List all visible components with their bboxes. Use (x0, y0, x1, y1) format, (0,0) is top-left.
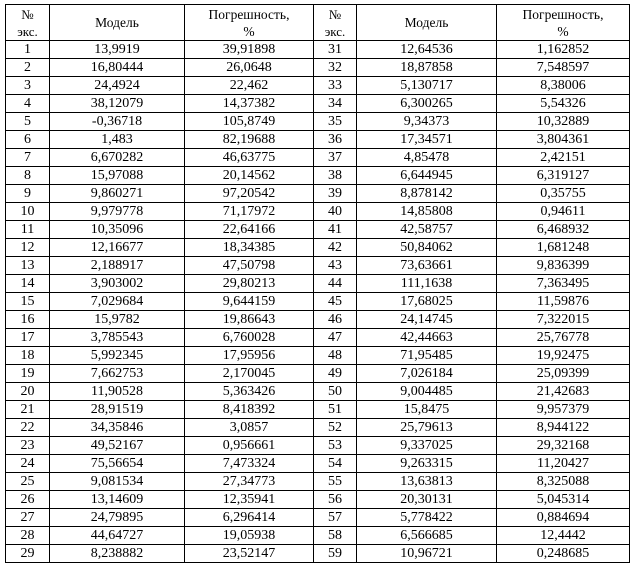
experiment-number-cell: 29 (6, 545, 50, 563)
table-row (6, 59, 630, 77)
model-value-cell: 9,34373 (357, 113, 497, 131)
error-value-cell: 29,80213 (185, 275, 314, 293)
model-value-cell: 2,188917 (50, 257, 185, 275)
model-value-cell: 24,79895 (50, 509, 185, 527)
error-value-cell: 19,05938 (185, 527, 314, 545)
experiment-number-cell: 22 (6, 419, 50, 437)
error-value-cell: 5,363426 (185, 383, 314, 401)
experiment-number-cell: 55 (314, 473, 357, 491)
table-row (6, 275, 630, 293)
error-value-cell: 9,644159 (185, 293, 314, 311)
experiment-number-cell: 2 (6, 59, 50, 77)
model-value-cell: -0,36718 (50, 113, 185, 131)
error-value-cell: 7,548597 (497, 59, 630, 77)
experiment-number-cell: 59 (314, 545, 357, 563)
table-row (6, 95, 630, 113)
error-value-cell: 1,162852 (497, 41, 630, 59)
error-value-cell: 0,248685 (497, 545, 630, 563)
model-value-cell: 13,14609 (50, 491, 185, 509)
experiment-number-cell: 18 (6, 347, 50, 365)
error-value-cell: 105,8749 (185, 113, 314, 131)
experiment-number-cell: 41 (314, 221, 357, 239)
model-value-cell: 71,95485 (357, 347, 497, 365)
experiment-number-cell: 35 (314, 113, 357, 131)
model-value-cell: 9,004485 (357, 383, 497, 401)
model-value-cell: 42,58757 (357, 221, 497, 239)
model-value-cell: 15,97088 (50, 167, 185, 185)
experiment-number-cell: 54 (314, 455, 357, 473)
experiment-number-cell: 43 (314, 257, 357, 275)
model-value-cell: 12,16677 (50, 239, 185, 257)
experiment-number-cell: 57 (314, 509, 357, 527)
error-value-cell: 47,50798 (185, 257, 314, 275)
experiment-number-cell: 45 (314, 293, 357, 311)
error-value-cell: 11,59876 (497, 293, 630, 311)
model-value-cell: 17,34571 (357, 131, 497, 149)
model-value-cell: 44,64727 (50, 527, 185, 545)
model-value-cell: 13,63813 (357, 473, 497, 491)
table-row (6, 221, 630, 239)
model-value-cell: 8,878142 (357, 185, 497, 203)
experiment-number-cell: 36 (314, 131, 357, 149)
error-value-cell: 6,319127 (497, 167, 630, 185)
error-value-cell: 97,20542 (185, 185, 314, 203)
error-value-cell: 3,804361 (497, 131, 630, 149)
model-value-cell: 4,85478 (357, 149, 497, 167)
table-row (6, 347, 630, 365)
table-row (6, 149, 630, 167)
experiment-number-cell: 13 (6, 257, 50, 275)
table-row (6, 113, 630, 131)
header-experiment-number-2: № экс. (314, 5, 357, 41)
table-row (6, 437, 630, 455)
experiment-number-cell: 1 (6, 41, 50, 59)
experiment-number-cell: 34 (314, 95, 357, 113)
experiment-number-cell: 10 (6, 203, 50, 221)
experiment-number-cell: 9 (6, 185, 50, 203)
model-value-cell: 9,081534 (50, 473, 185, 491)
experiment-number-cell: 6 (6, 131, 50, 149)
table-row (6, 509, 630, 527)
experiment-number-cell: 39 (314, 185, 357, 203)
model-value-cell: 49,52167 (50, 437, 185, 455)
experiment-number-cell: 33 (314, 77, 357, 95)
model-value-cell: 34,35846 (50, 419, 185, 437)
error-value-cell: 8,38006 (497, 77, 630, 95)
error-value-cell: 2,42151 (497, 149, 630, 167)
model-value-cell: 7,029684 (50, 293, 185, 311)
error-value-cell: 25,09399 (497, 365, 630, 383)
model-value-cell: 7,026184 (357, 365, 497, 383)
model-value-cell: 24,14745 (357, 311, 497, 329)
error-value-cell: 26,0648 (185, 59, 314, 77)
error-value-cell: 12,4442 (497, 527, 630, 545)
experiment-number-cell: 4 (6, 95, 50, 113)
model-value-cell: 6,300265 (357, 95, 497, 113)
header-row (6, 5, 630, 41)
error-value-cell: 23,52147 (185, 545, 314, 563)
experiment-number-cell: 53 (314, 437, 357, 455)
error-value-cell: 1,681248 (497, 239, 630, 257)
error-value-cell: 9,957379 (497, 401, 630, 419)
model-value-cell: 18,87858 (357, 59, 497, 77)
error-value-cell: 29,32168 (497, 437, 630, 455)
table-row (6, 257, 630, 275)
error-value-cell: 8,418392 (185, 401, 314, 419)
model-value-cell: 17,68025 (357, 293, 497, 311)
results-table (5, 4, 630, 563)
model-value-cell: 3,903002 (50, 275, 185, 293)
experiment-number-cell: 51 (314, 401, 357, 419)
table-row (6, 77, 630, 95)
model-value-cell: 9,979778 (50, 203, 185, 221)
error-value-cell: 82,19688 (185, 131, 314, 149)
error-value-cell: 39,91898 (185, 41, 314, 59)
table-row (6, 365, 630, 383)
table-row (6, 131, 630, 149)
error-value-cell: 25,76778 (497, 329, 630, 347)
table-row (6, 527, 630, 545)
experiment-number-cell: 48 (314, 347, 357, 365)
experiment-number-cell: 58 (314, 527, 357, 545)
model-value-cell: 1,483 (50, 131, 185, 149)
experiment-number-cell: 32 (314, 59, 357, 77)
model-value-cell: 9,860271 (50, 185, 185, 203)
model-value-cell: 5,778422 (357, 509, 497, 527)
model-value-cell: 6,670282 (50, 149, 185, 167)
table-row (6, 203, 630, 221)
error-value-cell: 19,92475 (497, 347, 630, 365)
experiment-number-cell: 47 (314, 329, 357, 347)
model-value-cell: 75,56654 (50, 455, 185, 473)
experiment-number-cell: 15 (6, 293, 50, 311)
model-value-cell: 9,263315 (357, 455, 497, 473)
experiment-number-cell: 37 (314, 149, 357, 167)
error-value-cell: 12,35941 (185, 491, 314, 509)
header-model: Модель (50, 5, 185, 41)
error-value-cell: 10,32889 (497, 113, 630, 131)
error-value-cell: 9,836399 (497, 257, 630, 275)
experiment-number-cell: 24 (6, 455, 50, 473)
model-value-cell: 13,9919 (50, 41, 185, 59)
experiment-number-cell: 12 (6, 239, 50, 257)
error-value-cell: 22,462 (185, 77, 314, 95)
error-value-cell: 6,760028 (185, 329, 314, 347)
model-value-cell: 5,130717 (357, 77, 497, 95)
experiment-number-cell: 21 (6, 401, 50, 419)
experiment-number-cell: 44 (314, 275, 357, 293)
experiment-number-cell: 17 (6, 329, 50, 347)
model-value-cell: 5,992345 (50, 347, 185, 365)
experiment-number-cell: 8 (6, 167, 50, 185)
table-row (6, 185, 630, 203)
model-value-cell: 111,1638 (357, 275, 497, 293)
experiment-number-cell: 19 (6, 365, 50, 383)
error-value-cell: 14,37382 (185, 95, 314, 113)
experiment-number-cell: 52 (314, 419, 357, 437)
experiment-number-cell: 56 (314, 491, 357, 509)
error-value-cell: 18,34385 (185, 239, 314, 257)
table-row (6, 473, 630, 491)
experiment-number-cell: 49 (314, 365, 357, 383)
table-row (6, 545, 630, 563)
model-value-cell: 38,12079 (50, 95, 185, 113)
table-row (6, 491, 630, 509)
model-value-cell: 20,30131 (357, 491, 497, 509)
error-value-cell: 8,944122 (497, 419, 630, 437)
experiment-number-cell: 38 (314, 167, 357, 185)
model-value-cell: 6,566685 (357, 527, 497, 545)
error-value-cell: 7,322015 (497, 311, 630, 329)
experiment-number-cell: 7 (6, 149, 50, 167)
error-value-cell: 22,64166 (185, 221, 314, 239)
error-value-cell: 3,0857 (185, 419, 314, 437)
table-row (6, 455, 630, 473)
experiment-number-cell: 23 (6, 437, 50, 455)
model-value-cell: 73,63661 (357, 257, 497, 275)
header-model-2: Модель (357, 5, 497, 41)
error-value-cell: 0,884694 (497, 509, 630, 527)
experiment-number-cell: 28 (6, 527, 50, 545)
experiment-number-cell: 50 (314, 383, 357, 401)
model-value-cell: 9,337025 (357, 437, 497, 455)
model-value-cell: 10,96721 (357, 545, 497, 563)
model-value-cell: 6,644945 (357, 167, 497, 185)
experiment-number-cell: 20 (6, 383, 50, 401)
model-value-cell: 15,9782 (50, 311, 185, 329)
header-experiment-number: № экс. (6, 5, 50, 41)
error-value-cell: 27,34773 (185, 473, 314, 491)
table-row (6, 239, 630, 257)
model-value-cell: 15,8475 (357, 401, 497, 419)
error-value-cell: 8,325088 (497, 473, 630, 491)
error-value-cell: 20,14562 (185, 167, 314, 185)
error-value-cell: 0,94611 (497, 203, 630, 221)
table-row (6, 41, 630, 59)
error-value-cell: 0,35755 (497, 185, 630, 203)
model-value-cell: 12,64536 (357, 41, 497, 59)
table-row (6, 419, 630, 437)
error-value-cell: 6,296414 (185, 509, 314, 527)
error-value-cell: 0,956661 (185, 437, 314, 455)
error-value-cell: 6,468932 (497, 221, 630, 239)
error-value-cell: 5,045314 (497, 491, 630, 509)
error-value-cell: 21,42683 (497, 383, 630, 401)
model-value-cell: 24,4924 (50, 77, 185, 95)
table-row (6, 167, 630, 185)
error-value-cell: 46,63775 (185, 149, 314, 167)
experiment-number-cell: 31 (314, 41, 357, 59)
experiment-number-cell: 26 (6, 491, 50, 509)
error-value-cell: 2,170045 (185, 365, 314, 383)
error-value-cell: 71,17972 (185, 203, 314, 221)
table-row (6, 293, 630, 311)
header-error: Погрешность, % (185, 5, 314, 41)
error-value-cell: 7,473324 (185, 455, 314, 473)
model-value-cell: 50,84062 (357, 239, 497, 257)
model-value-cell: 14,85808 (357, 203, 497, 221)
experiment-number-cell: 11 (6, 221, 50, 239)
header-error-2: Погрешность, % (497, 5, 630, 41)
table-row (6, 401, 630, 419)
model-value-cell: 28,91519 (50, 401, 185, 419)
experiment-number-cell: 42 (314, 239, 357, 257)
model-value-cell: 16,80444 (50, 59, 185, 77)
experiment-number-cell: 14 (6, 275, 50, 293)
experiment-number-cell: 5 (6, 113, 50, 131)
model-value-cell: 25,79613 (357, 419, 497, 437)
table-row (6, 329, 630, 347)
error-value-cell: 11,20427 (497, 455, 630, 473)
model-value-cell: 3,785543 (50, 329, 185, 347)
error-value-cell: 19,86643 (185, 311, 314, 329)
table-row (6, 311, 630, 329)
experiment-number-cell: 3 (6, 77, 50, 95)
model-value-cell: 8,238882 (50, 545, 185, 563)
experiment-number-cell: 16 (6, 311, 50, 329)
experiment-number-cell: 40 (314, 203, 357, 221)
table-row (6, 383, 630, 401)
experiment-number-cell: 27 (6, 509, 50, 527)
model-value-cell: 42,44663 (357, 329, 497, 347)
model-value-cell: 7,662753 (50, 365, 185, 383)
model-value-cell: 11,90528 (50, 383, 185, 401)
experiment-number-cell: 46 (314, 311, 357, 329)
error-value-cell: 17,95956 (185, 347, 314, 365)
error-value-cell: 5,54326 (497, 95, 630, 113)
experiment-number-cell: 25 (6, 473, 50, 491)
error-value-cell: 7,363495 (497, 275, 630, 293)
model-value-cell: 10,35096 (50, 221, 185, 239)
